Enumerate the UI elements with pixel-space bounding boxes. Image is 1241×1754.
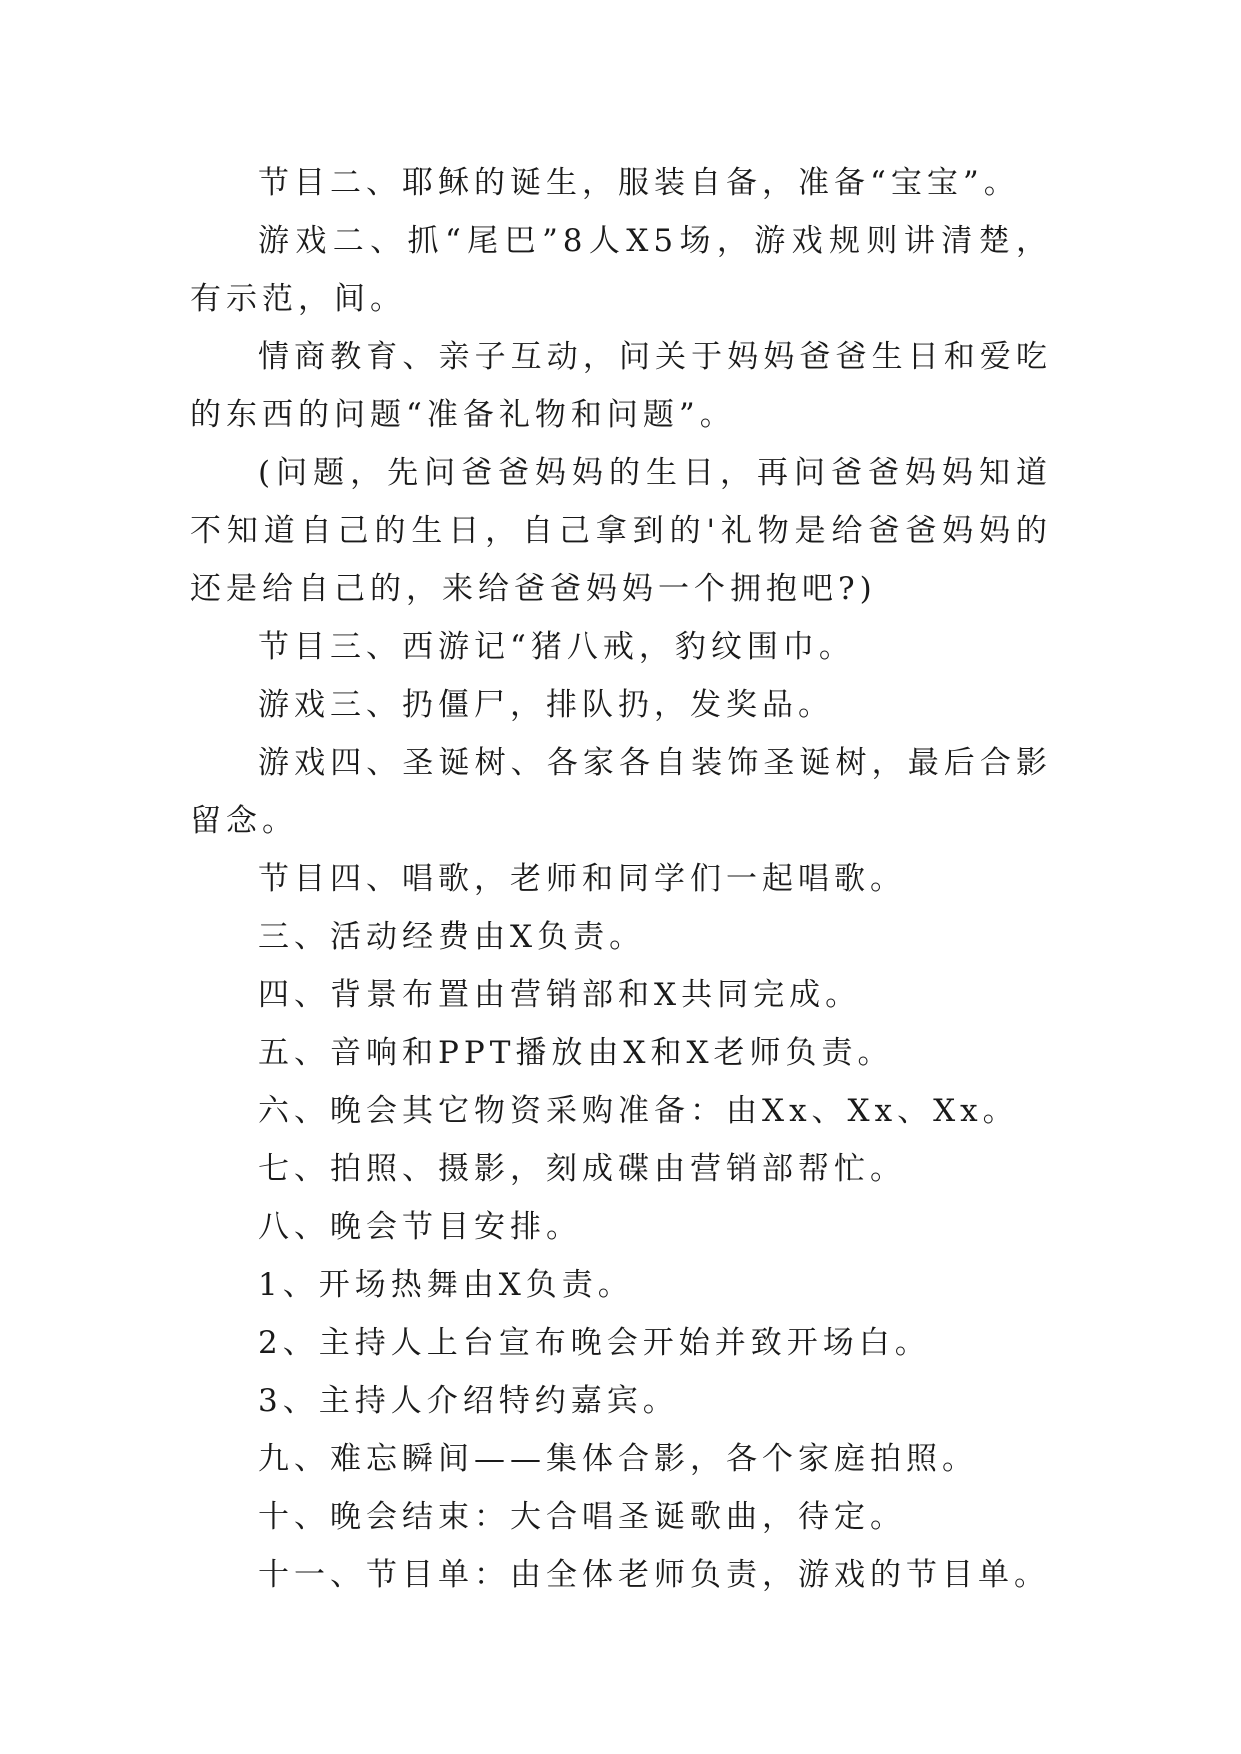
paragraph-section-six: 六、晚会其它物资采购准备：由Xx、Xx、Xx。 (258, 1093, 1019, 1129)
paragraph-questions: (问题，先问爸爸妈妈的生日，再问爸爸妈妈知道不知道自己的生日，自己拿到的'礼物是给爸爸妈妈的还是给自己的，来给爸爸妈妈一个拥抱吧?) (190, 455, 1052, 607)
paragraph-item-two: 2、主持人上台宣布晚会开始并致开场白。 (258, 1325, 931, 1361)
paragraph-program-two: 节目二、耶稣的诞生，服装自备，准备“宝宝”。 (258, 165, 1020, 201)
paragraph-section-four: 四、背景布置由营销部和X共同完成。 (258, 977, 862, 1013)
paragraph-program-three: 节目三、西游记“猪八戒，豹纹围巾。 (258, 629, 855, 665)
paragraph-game-two: 游戏二、抓“尾巴”8人X5场，游戏规则讲清楚，有示范，间。 (190, 223, 1052, 317)
paragraph-section-three: 三、活动经费由X负责。 (258, 919, 646, 955)
paragraph-section-eight: 八、晚会节目安排。 (258, 1209, 582, 1245)
paragraph-game-three: 游戏三、扔僵尸，排队扔，发奖品。 (258, 687, 834, 723)
paragraph-eq-education: 情商教育、亲子互动，问关于妈妈爸爸生日和爱吃的东西的问题“准备礼物和问题”。 (190, 339, 1052, 433)
paragraph-item-three: 3、主持人介绍特约嘉宾。 (258, 1383, 679, 1419)
paragraph-section-seven: 七、拍照、摄影，刻成碟由营销部帮忙。 (258, 1151, 906, 1187)
paragraph-section-eleven: 十一、节目单：由全体老师负责，游戏的节目单。 (258, 1557, 1050, 1593)
paragraph-section-nine: 九、难忘瞬间——集体合影，各个家庭拍照。 (258, 1441, 978, 1477)
paragraph-section-five: 五、音响和PPT播放由X和X老师负责。 (258, 1035, 894, 1071)
paragraph-program-four: 节目四、唱歌，老师和同学们一起唱歌。 (258, 861, 906, 897)
paragraph-section-ten: 十、晚会结束：大合唱圣诞歌曲，待定。 (258, 1499, 906, 1535)
paragraph-item-one: 1、开场热舞由X负责。 (258, 1267, 634, 1303)
document-body (190, 154, 1052, 1604)
paragraph-game-four: 游戏四、圣诞树、各家各自装饰圣诞树，最后合影留念。 (190, 745, 1052, 839)
